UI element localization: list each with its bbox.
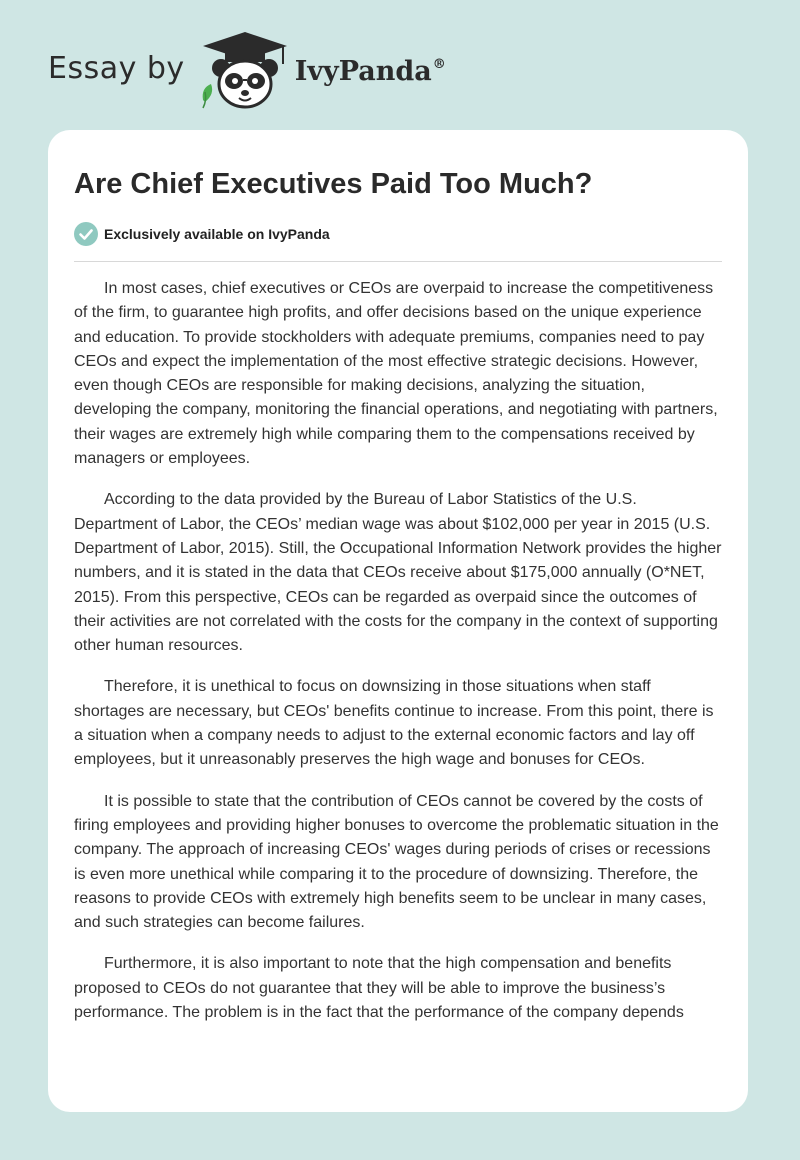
paragraph: Furthermore, it is also important to note that the high compensation and benefits proposed to CEOs do not guarantee that they will be able to improve the business’s performance. The problem is in the fact that the performance of the company depends xyxy=(74,955,684,1022)
exclusive-badge xyxy=(74,222,330,246)
article-card xyxy=(48,130,748,1112)
paragraph: It is possible to state that the contribution of CEOs cannot be covered by the costs of firing employees and providing higher bonuses to overcome the problematic situation in the company. The approach of increasing CEOs' wages during periods of crises or recessions is even more unethical while comparing it to the procedure of downsizing. Therefore, the reasons to provide CEOs with extremely high benefits seem to be unclear in many cases, and such strategies can become failures. xyxy=(74,792,719,932)
article-body xyxy=(74,277,724,1097)
paragraph: According to the data provided by the Bureau of Labor Statistics of the U.S. Department of Labor, the CEOs’ median wage was about $102,000 per year in 2015 (U.S. Department of Labor, 2015). Still, the Occupational Information Network provides the higher numbers, and it is stated in the data that CEOs receive about $175,000 annually (O*NET, 2015). From this perspective, CEOs can be regarded as overpaid since the outcomes of their activities are not correlated with the costs for the company in the context of supporting other human resources. xyxy=(74,491,722,655)
divider xyxy=(74,261,722,262)
paragraph: Therefore, it is unethical to focus on downsizing in those situations when staff shortages are necessary, but CEOs' benefits continue to increase. From this point, there is a situation when a company needs to adjust to the external economic factors and lay off employees, but it unreasonably preserves the high wage and bonuses for CEOs. xyxy=(74,678,714,769)
brand-prefix: Essay by xyxy=(48,50,185,86)
panda-logo-icon xyxy=(199,30,291,110)
leaf-icon xyxy=(202,84,211,108)
site-header-brand[interactable] xyxy=(48,30,446,110)
paragraph: In most cases, chief executives or CEOs are overpaid to increase the competitiveness of the firm, to guarantee high profits, and offer decisions based on the unique experience and education. To provide stockholders with adequate premiums, companies need to pay CEOs and expect the implementation of the most effective strategic decisions. However, even though CEOs are responsible for making decisions, analyzing the situation, developing the company, monitoring the financial operations, and negotiating with partners, their wages are extremely high while comparing them to the compensations received by managers or employees. xyxy=(74,280,718,468)
brand-name: IvyPanda® xyxy=(294,55,446,87)
exclusive-badge-label: Exclusively available on IvyPanda xyxy=(104,226,330,242)
checkmark-badge-icon xyxy=(74,222,98,246)
article-title: Are Chief Executives Paid Too Much? xyxy=(74,168,593,200)
